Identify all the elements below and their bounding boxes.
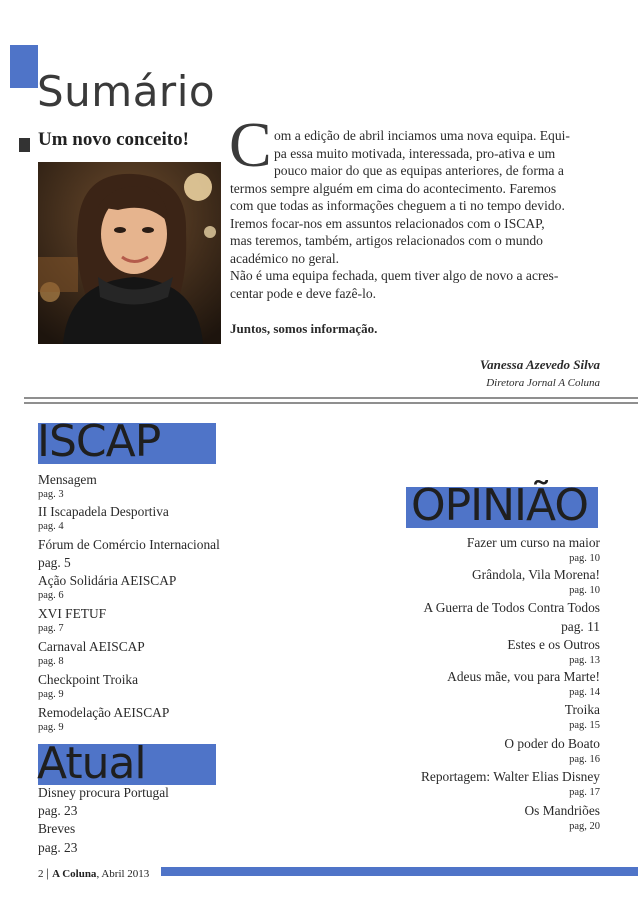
toc-item-title[interactable]: Troika (564, 702, 600, 717)
toc-item-page: pag. 11 (561, 619, 600, 634)
toc-item-title[interactable]: XVI FETUF (38, 606, 107, 621)
intro-closing: Juntos, somos informação. (230, 321, 378, 336)
toc-item-page: pag. 3 (38, 489, 64, 500)
toc-item-page: pag. 4 (38, 521, 64, 532)
footer-accent-bar (161, 867, 638, 876)
signature-role: Diretora Jornal A Coluna (486, 377, 600, 389)
publication-name: A Coluna (52, 868, 97, 880)
toc-item-title[interactable]: Disney procura Portugal (38, 785, 169, 800)
intro-line: mas teremos, também, artigos relacionados com o mundo (230, 233, 543, 248)
toc-item-page: pag. 9 (38, 689, 64, 700)
publication-date: , Abril 2013 (96, 868, 150, 880)
accent-block (10, 45, 38, 88)
toc-item-page: pag. 5 (38, 555, 71, 570)
atual-heading: Atual (37, 738, 146, 789)
toc-item-title[interactable]: Carnaval AEISCAP (38, 639, 145, 654)
divider (24, 397, 638, 399)
divider (24, 402, 638, 404)
portrait-image (38, 162, 221, 344)
toc-item-page: pag. 7 (38, 623, 64, 634)
toc-item-page: pag. 23 (38, 840, 78, 855)
intro-line: pouco maior do que as equipas anteriores, de forma a (274, 163, 564, 178)
opiniao-heading: OPINIÃO (411, 480, 588, 531)
toc-item-title[interactable]: Mensagem (38, 472, 97, 487)
footer-separator: | (46, 865, 53, 880)
toc-item-title[interactable]: Fazer um curso na maior (466, 535, 600, 550)
toc-item-page: pag. 23 (38, 803, 78, 818)
toc-item-title[interactable]: Remodelação AEISCAP (38, 705, 170, 720)
intro-line: Iremos focar-nos em assuntos relacionados com o ISCAP, (230, 215, 545, 231)
page-number: 2 (38, 868, 44, 880)
toc-item-page: pag. 14 (569, 687, 600, 698)
toc-item-title[interactable]: O poder do Boato (504, 736, 600, 751)
toc-item-title[interactable]: Reportagem: Walter Elias Disney (420, 769, 600, 784)
toc-item-page: pag. 13 (569, 655, 600, 666)
iscap-heading: ISCAP (37, 416, 161, 467)
author-photo (38, 162, 221, 344)
toc-item-title[interactable]: Os Mandriões (524, 803, 600, 818)
intro-line: pa essa muito motivada, interessada, pro-ativa e um (274, 145, 556, 161)
bullet-marker (19, 138, 30, 152)
toc-item-page: pag. 9 (38, 722, 64, 733)
toc-item-title[interactable]: Checkpoint Troika (38, 672, 139, 687)
signature-name: Vanessa Azevedo Silva (479, 357, 600, 372)
toc-item-page: pag. 10 (569, 553, 600, 564)
page-title: Sumário (37, 67, 216, 116)
toc-item-page: pag. 15 (569, 720, 600, 731)
intro-line: om a edição de abril inciamos uma nova equipa. Equi- (274, 128, 570, 143)
toc-item-page: pag. 16 (569, 754, 600, 765)
toc-item-title[interactable]: Estes e os Outros (507, 637, 600, 652)
toc-item-page: pag. 10 (569, 585, 600, 596)
toc-item-page: pag. 6 (38, 590, 64, 601)
toc-item-title[interactable]: A Guerra de Todos Contra Todos (423, 600, 600, 615)
toc-item-page: pag. 17 (569, 787, 600, 798)
toc-item-title[interactable]: II Iscapadela Desportiva (38, 504, 169, 519)
intro-line: termos sempre alguém em cima do acontecimento. Faremos (230, 180, 557, 196)
toc-item-page: pag. 8 (38, 656, 64, 667)
page-footer (38, 865, 149, 881)
toc-item-title[interactable]: Ação Solidária AEISCAP (38, 573, 177, 588)
toc-item-page: pag, 20 (569, 821, 600, 832)
section-subtitle: Um novo conceito! (38, 129, 189, 150)
intro-line: Não é uma equipa fechada, quem tiver algo de novo a acres- (230, 268, 559, 283)
toc-item-title[interactable]: Adeus mãe, vou para Marte! (447, 669, 600, 684)
intro-line: centar pode e deve fazê-lo. (230, 285, 377, 301)
toc-item-title[interactable]: Fórum de Comércio Internacional (38, 537, 220, 552)
intro-line: com que todas as informações cheguem a ti no tempo devido. (230, 198, 565, 213)
intro-line: académico no geral. (230, 250, 340, 266)
drop-cap: C (229, 109, 272, 180)
toc-item-title[interactable]: Breves (38, 821, 76, 836)
toc-item-title[interactable]: Grândola, Vila Morena! (472, 567, 600, 582)
